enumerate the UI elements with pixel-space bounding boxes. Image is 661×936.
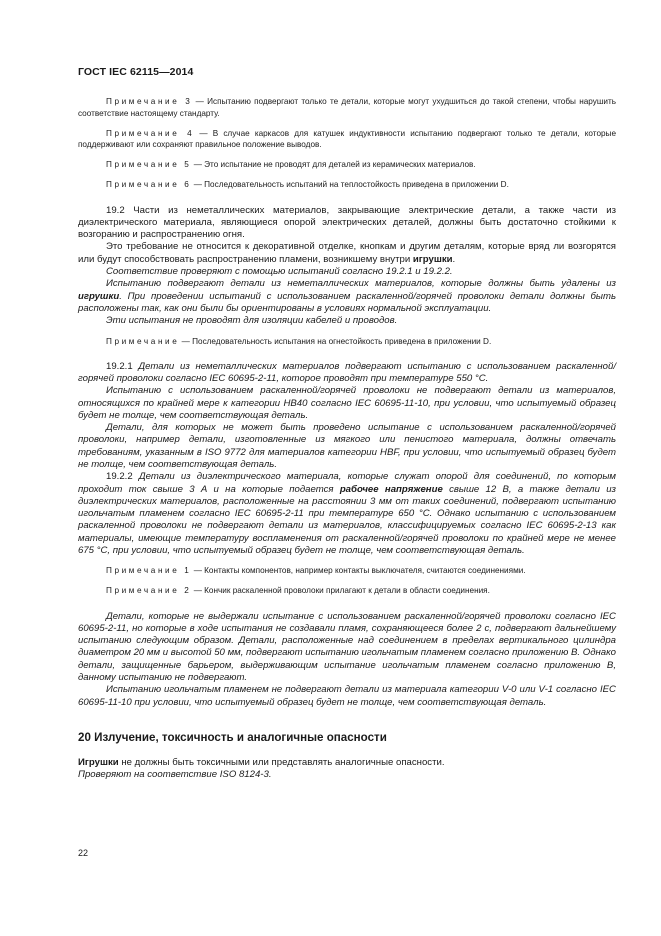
test-specimen-paragraph [78,278,616,315]
text-run: Детали из неметаллических материалов подвергают испытанию с использованием раскаленной/горячей проволоки согласно IEC 60695-2-11, которое проводят при температуре 550 °C. [78,360,616,384]
note-text: — Последовательность испытания на огнестойкость приведена в приложении D. [179,336,492,346]
text-run: не должны быть токсичными или представлять аналогичные опасности. [118,756,445,768]
section-20-requirement [78,757,616,769]
text-run: . [452,253,456,265]
document-header: ГОСТ IEC 62115—2014 [78,66,194,78]
note-label: Примечание 3 [106,97,193,106]
compliance-statement: Соответствие проверяют с помощью испытаний согласно 19.2.1 и 19.2.2. [106,266,453,278]
section-20-compliance: Проверяют на соответствие ISO 8124-3. [78,769,272,781]
clause-19-2-1-alternative: Детали, для которых не может быть проведено испытание с использованием раскаленной/горячей проволоки, например детали, изготовленные из мягкого или пенистого материала, должны отвечать требованиям, указанным в ISO 9772 для материалов категории HBF, при условии, что испытуемый образец будет не толще, чем соответствующая деталь. [78,422,616,470]
needle-flame-paragraph: Детали, которые не выдержали испытание с использованием раскаленной/горячей проволоки согласно IEC 60695-2-11, но которые в ходе испытания не создавали пламя, сохраняющееся более 2 с, подвергают дальнейшему испытанию следующим образом. Детали, расположенные над соединением в пределах вертикального цилиндра диаметром 20 мм и высотой 50 мм, подвергают испытанию игольчатым пламенем согласно приложению B. Однако детали, защищенные барьером, выдерживающим испытание игольчатым пламенем согласно приложению B, данному испытанию не подвергают. [78,610,616,684]
needle-flame-exemption: Испытанию игольчатым пламенем не подвергают детали из материала категории V-0 или V-1 согласно IEC 60695-11-10 при условии, что испытуемый образец будет не толще, чем соответствующая деталь. [78,684,616,708]
note-fire-sequence [78,336,616,348]
text-run: . При проведении испытаний с использованием раскаленной/горячей проволоки детали должны быть расположены так, как они были бы ориентированы в условиях нормальной эксплуатации. [78,290,616,314]
text-run: свыше 12 В, а также детали из диэлектрических материалов, расположенные на расстоянии 3 мм от таких соединений, подвергают испытанию игольчатым пламенем согласно IEC 60695-2-11 при температуре 650 °C. Однако испытанию с использованием раскаленной проволоки не подвергают детали из материалов, классифицируемых согласно IEC 60695-2-13 как материалы, имеющие температуру воспламенения от раскаленной/горячей проволоки по крайней мере не менее 675 °C, при условии, что испытуемый образец будет не толще, чем соответствующая деталь. [78,483,617,557]
note-text: — Это испытание не проводят для деталей из керамических материалов. [191,160,476,170]
clause-19-2-exclusion [78,241,616,266]
document-page [78,66,616,782]
term-toy: игрушки [412,253,453,265]
note-label: Примечание [106,336,180,346]
note-label: Примечание 5 [106,160,192,170]
note-3 [78,96,616,119]
note-4 [78,128,616,151]
cable-exclusion: Эти испытания не проводят для изоляции кабелей и проводов. [106,315,398,327]
text-run: Испытанию подвергают детали из неметаллических материалов, которые должны быть удалены из [106,278,616,290]
text-run: Это требование не относится к декоративной отделке, кнопкам и другим деталям, которые вряд ли возгорятся или будут способствовать распространению пламени, возникшему внутри [78,241,616,265]
note-text: — Испытанию подвергают только те детали, которые могут ухудшиться до такой степени, чтобы нарушить соответствие настоящему стандарту. [78,97,616,118]
note-text: — Контакты компонентов, например контакты выключателя, считаются соединениями. [191,566,526,576]
note-6 [78,179,616,191]
term-toys: Игрушки [78,756,119,768]
page-number: 22 [78,848,89,858]
section-20-heading: 20 Излучение, токсичность и аналогичные опасности [78,730,387,744]
note-label: Примечание 1 [106,566,192,576]
clause-19-2-1-paragraph [78,361,616,386]
note-text: — Кончик раскаленной проволоки прилагают к детали в области соединения. [191,586,490,596]
term-working-voltage: рабочее напряжение [339,483,443,495]
note-5 [78,159,616,171]
text-run: Детали из диэлектрического материала, которые служат опорой для соединений, по которым проходит ток свыше 3 А и на которые подается [78,471,616,495]
term-toy: игрушки [78,290,120,302]
note-text: — Последовательность испытаний на теплостойкость приведена в приложении D. [191,180,509,190]
clause-19-2-2-paragraph [78,471,616,557]
note-text: — В случае каркасов для катушек индуктивности испытанию подвергают только те детали, которые поддерживают или сохраняют правильное положение выводов. [78,128,616,150]
note-label: Примечание 2 [106,586,192,596]
note-label: Примечание 4 [106,128,195,138]
clause-19-2-paragraph: 19.2 Части из неметаллических материалов, закрывающие электрические детали, а также части из диэлектрического материала, являющиеся опорой электрических деталей, должны быть достаточно стойкими к возгоранию и распространению огня. [78,204,616,241]
clause-number: 19.2.2 [106,471,139,483]
note-2-wire-tip [78,585,616,597]
note-label: Примечание 6 [106,180,192,190]
note-1-contacts [78,565,616,577]
clause-number: 19.2.1 [106,360,139,372]
clause-19-2-1-exemption: Испытанию с использованием раскаленной/горячей проволоки не подвергают детали из материалов, относящихся по крайней мере к категории HB40 согласно IEC 60695-11-10, при условии, что испытуемый образец будет не толще, чем соответствующая деталь. [78,385,616,421]
